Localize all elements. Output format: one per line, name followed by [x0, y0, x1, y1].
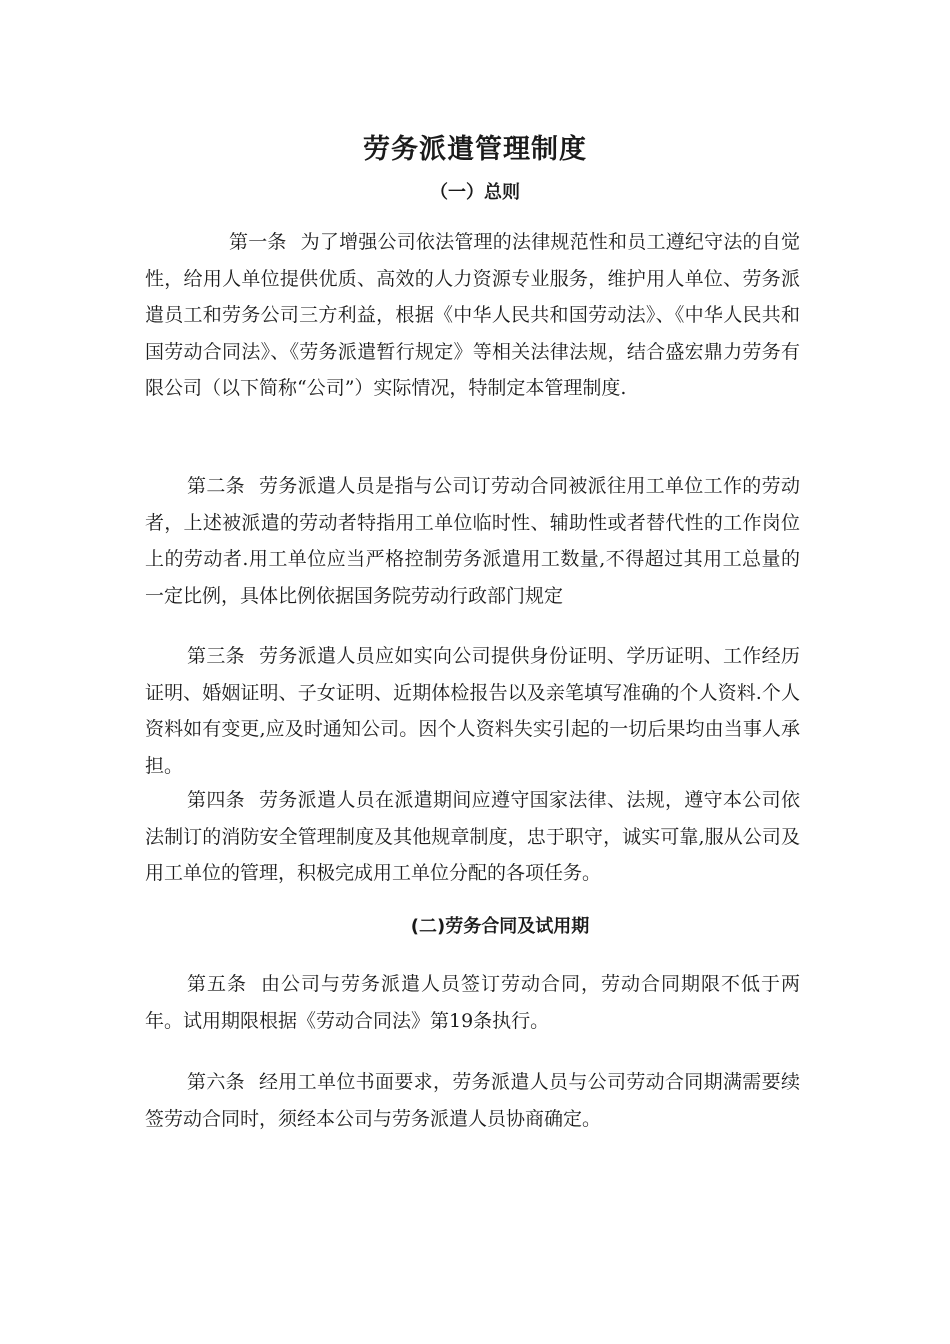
section-heading-general: （一）总则 [430, 182, 520, 203]
article-1 [145, 224, 800, 407]
article-text: 经用工单位书面要求，劳务派遣人员与公司劳动合同期满需要续签劳动合同时，须经本公司与劳务派遣人员协商确定。 [145, 1071, 800, 1130]
article-label: 第五条 [187, 973, 247, 995]
article-label: 第六条 [187, 1071, 245, 1093]
article-3 [145, 638, 800, 784]
document-title: 劳务派遣管理制度 [363, 134, 587, 165]
article-2 [145, 468, 800, 614]
section-heading-contract: (二)劳务合同及试用期 [410, 916, 590, 937]
article-text: 劳务派遣人员应如实向公司提供身份证明、学历证明、工作经历证明、婚姻证明、子女证明、近期体检报告以及亲笔填写准确的个人资料.个人资料如有变更,应及时通知公司。因个人资料失实引起的一切后果均由当事人承担。 [145, 645, 800, 777]
article-4 [145, 782, 800, 892]
article-6 [145, 1064, 800, 1137]
article-label: 第一条 [229, 231, 287, 253]
article-text: 劳务派遣人员是指与公司订劳动合同被派往用工单位工作的劳动者，上述被派遣的劳动者特指用工单位临时性、辅助性或者替代性的工作岗位上的劳动者.用工单位应当严格控制劳务派遣用工数量,不得超过其用工总量的一定比例，具体比例依据国务院劳动行政部门规定 [145, 475, 800, 607]
article-text: 由公司与劳务派遣人员签订劳动合同，劳动合同期限不低于两年。试用期限根据《劳动合同法》第19条执行。 [145, 973, 800, 1032]
article-text: 劳务派遣人员在派遣期间应遵守国家法律、法规，遵守本公司依法制订的消防安全管理制度及其他规章制度，忠于职守，诚实可靠,服从公司及用工单位的管理，积极完成用工单位分配的各项任务。 [145, 789, 800, 884]
article-label: 第四条 [187, 789, 245, 811]
article-label: 第三条 [187, 645, 245, 667]
article-text: 为了增强公司依法管理的法律规范性和员工遵纪守法的自觉性，给用人单位提供优质、高效的人力资源专业服务，维护用人单位、劳务派遣员工和劳务公司三方利益，根据《中华人民共和国劳动法》、《中华人民共和国劳动合同法》、《劳务派遣暂行规定》等相关法律法规，结合盛宏鼎力劳务有限公司（以下简称“公司”）实际情况，特制定本管理制度. [145, 231, 800, 399]
article-5 [145, 966, 800, 1039]
article-label: 第二条 [187, 475, 245, 497]
